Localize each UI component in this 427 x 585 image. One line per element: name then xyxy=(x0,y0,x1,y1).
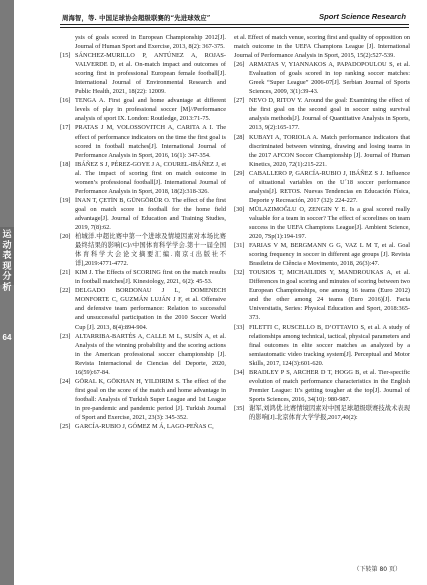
reference-text: DELGADO BORDONAU J L, DOMENECH MONFORTE C, GUZMÁN LUJÁN J F, et al. Offensive and defensive team performance: Relation to successful and unsuccessful participation in the 2010 Soccer World Cup [J]. 2013, 8(4):894-904. xyxy=(75,287,226,331)
reference-number: [15] xyxy=(60,52,71,60)
reference-text: KUBAYI A, TORIOLA A. Match performance indicators that discriminated between winning, drawing and losing teams in the 2017 AFCON Soccer Championship [J]. Journal of Human Kinetics, 2020, 72(1):215-221. xyxy=(249,133,410,168)
continued-on-note: （下转第 80 页） xyxy=(353,566,401,573)
reference-text: BRADLEY P S, ARCHER D T, HOGG B, et al. Tier-specific evolution of match performance characteristics in the English Premier League: It’s getting tougher at the top[J]. Journal of Sports Sciences, 2016, 34(10): 980-987. xyxy=(249,368,410,403)
reference-number: [21] xyxy=(60,269,71,277)
reference-text: CABALLERO P, GARCÍA-RUBIO J, IBÁÑEZ S J. Influence of situational variables on the U´18 soccer performance analysis[J]. RETOS. Nuevas Tendencias en Educación Física, Deporte y Recreación, 2017 (32): 224-227. xyxy=(249,169,410,204)
reference-text: NEVO D, RITOV Y. Around the goal: Examining the effect of the first goal on the second goal in soccer using survival analysis methods[J]. Journal of Quantitative Analysis in Sports, 2013, 9(2):165-177. xyxy=(249,97,410,132)
section-title-char: 析 xyxy=(2,282,12,293)
reference-number: [32] xyxy=(234,269,245,277)
reference-text: FILETTI C, RUSCELLO B, D’OTTAVIO S, et al. A study of relationships among technical, tactical, physical parameters and final outcomes in elite soccer matches as analyzed by a semiautomatic video tracking system[J]. Perceptual and Motor Skills, 2017, 124(3):601-620. xyxy=(249,323,410,367)
reference-text: TENGA A. First goal and home advantage at different levels of play in professional soccer [M]//Performance analysis of sport IX. London: Routledge, 2013:71-75. xyxy=(75,97,226,123)
reference-number: [30] xyxy=(234,205,245,213)
section-title-char: 运 xyxy=(2,230,12,240)
reference-number: [23] xyxy=(60,332,71,340)
reference-number: [27] xyxy=(234,97,245,105)
reference-text: GARCÍA-RUBIO J, GÓMEZ M Á, LAGO-PEÑAS C, xyxy=(75,423,214,431)
reference-continuation: ysis of goals scored in European Championship 2012[J]. Journal of Human Sport and Exercise, 2013, 8(2): 367-375. xyxy=(75,34,226,51)
reference-column-right xyxy=(234,33,410,422)
reference-number: [28] xyxy=(234,133,245,141)
header-rule-thin xyxy=(60,27,409,28)
reference-number: [18] xyxy=(60,160,71,168)
header-article-title: 周海智，等. 中国足球协会超级联赛的“先进球效应” xyxy=(62,14,211,22)
reference-item xyxy=(60,160,226,196)
reference-text: KIM J. The Effects of SCORING first on the match results in football matches[J]. Kinesiology, 2021, 6(2): 45-53. xyxy=(75,269,226,286)
reference-item xyxy=(234,368,410,404)
reference-item xyxy=(60,377,226,422)
section-title-char: 现 xyxy=(2,261,12,272)
reference-number: [22] xyxy=(60,287,71,295)
reference-number: [20] xyxy=(60,233,71,241)
reference-item xyxy=(60,51,226,96)
reference-text: 谢军,刘鸿优.比赛情境因素对中国足球超级联赛技战术表现的影响[J].北京体育大学学报,2017,40(2): xyxy=(249,404,410,421)
header-rule xyxy=(60,24,409,25)
running-header xyxy=(0,0,427,30)
reference-text: FARIAS V M, BERGMANN G G, VAZ L M T, et al. Goal scoring frequency in soccer in different age groups [J]. Revista Brasileira de Ciência e Movimento, 2018, 26(3):47. xyxy=(249,242,410,268)
section-title-vertical xyxy=(1,230,13,293)
section-title-char: 分 xyxy=(2,272,12,282)
reference-number: [34] xyxy=(234,368,245,376)
reference-number: [24] xyxy=(60,377,71,385)
reference-number: [17] xyxy=(60,124,71,132)
reference-number: [25] xyxy=(60,423,71,431)
reference-item xyxy=(234,241,410,268)
page-number: 64 xyxy=(2,333,12,342)
reference-item xyxy=(60,286,226,331)
reference-number: [33] xyxy=(234,323,245,331)
section-title-char: 动 xyxy=(2,240,12,251)
reference-number: [31] xyxy=(234,242,245,250)
reference-column-left xyxy=(60,33,226,431)
reference-item xyxy=(234,323,410,368)
reference-text: İNAN T, ÇETİN B, GÜNGÖRÜR O. The effect of the first goal on match score in football for the home field advantage[J]. Journal of Education and Training Studies, 2019, 7(8):62. xyxy=(75,196,226,231)
reference-text: SÁNCHEZ-MURILLO P, ANTÚNEZ A, ROJAS-VALVERDE D, et al. On-match impact and outcomes of scoring first in professional European female football[J]. International Journal of Environmental Research and Public Health, 2021, 18(22): 12009. xyxy=(75,52,226,96)
reference-item xyxy=(234,169,410,205)
reference-number: [29] xyxy=(234,169,245,177)
reference-number: [16] xyxy=(60,97,71,105)
reference-number: [26] xyxy=(234,61,245,69)
reference-item xyxy=(60,332,226,377)
reference-text: ALTARRIBA-BARTÉS A, CALLE M L, SUSÍN A, et al. Analysis of the winning probability and the scoring actions in the American professional soccer championship [J]. Revista Internacional de Ciencias del Deporte, 2020, 16(59):67-84. xyxy=(75,332,226,376)
reference-item xyxy=(234,205,410,241)
reference-text: 柏城洋.中超比赛中第一个进球及情境因素对本场比赛最终结果的影响[C]//中国体育科学学会.第十一届全国体育科学大会论文摘要汇编.南京:[出版社不详],2019:4771-4772. xyxy=(75,233,226,268)
reference-item xyxy=(234,268,410,322)
reference-item xyxy=(60,123,226,159)
reference-item xyxy=(60,196,226,232)
reference-item xyxy=(60,268,226,286)
reference-text: ARMATAS V, YIANNAKOS A, PAPADOPOULOU S, et al. Evaluation of goals scored in top ranking soccer matches: Greek “Super League” 2006-07[J]. Serbian Journal of Sports Sciences, 2009, 3(1):39-43. xyxy=(249,61,410,96)
reference-item xyxy=(234,404,410,422)
section-title-char: 表 xyxy=(2,251,12,261)
reference-item xyxy=(234,96,410,132)
reference-item xyxy=(60,96,226,123)
header-journal-name: Sport Science Research xyxy=(319,12,406,21)
reference-text: PRATAS J M, VOLOSSOVITCH A, CARITA A I. The effect of performance indicators on the time the first goal is scored in football matches[J]. International Journal of Performance Analysis in Sport, 2016, 16(1): 347-354. xyxy=(75,124,226,159)
reference-text: IBÁÑEZ S J, PÉREZ-GOYE J A, COUREL-IBÁÑEZ J, et al. The impact of scoring first on match outcome in women’s professional football[J]. International Journal of Performance Analysis in Sport, 2018, 18(2):318-326. xyxy=(75,160,226,195)
reference-item xyxy=(234,60,410,96)
reference-number: [19] xyxy=(60,196,71,204)
reference-text: MÜLAZIMOĞLU O, ZENGIN Y E. Is a goal scored really valuable for a team in soccer? The effect of scorelines on team success in the UEFA Champions League[J]. Ambient Science, 2020, 7Sp(1):194-197. xyxy=(249,205,410,241)
reference-item xyxy=(60,422,226,431)
reference-item xyxy=(234,133,410,169)
reference-continuation: et al. Effect of match venue, scoring first and quality of opposition on match outcome in the UEFA Champions League [J]. International Journal of Performance Analysis in Sport, 2015, 15(2):527-539. xyxy=(234,34,410,60)
reference-item xyxy=(60,232,226,268)
reference-text: TOUSIOS T, MICHAILIDIS Y, MANDROUKAS A, et al. Differences in goal scoring and minutes of scoring between two European Championships, one among 16 teams (Euro 2012) and the other among 24 teams (Euro 2016)[J]. Facta Universitatis, Series: Physical Education and Sport, 2018:365-373. xyxy=(249,269,410,322)
reference-number: [35] xyxy=(234,404,245,412)
reference-text: GÖRAL K, GÖKHAN H, YILDIRIM S. The effect of the first goal on the score of the match and home advantage in football: Analysis of Turkish Super League and 1st League in pre-pandemic and pandemic period [J]. Turkish Journal of Sport and Exercise, 2021, 23(3): 345-352. xyxy=(75,377,226,421)
